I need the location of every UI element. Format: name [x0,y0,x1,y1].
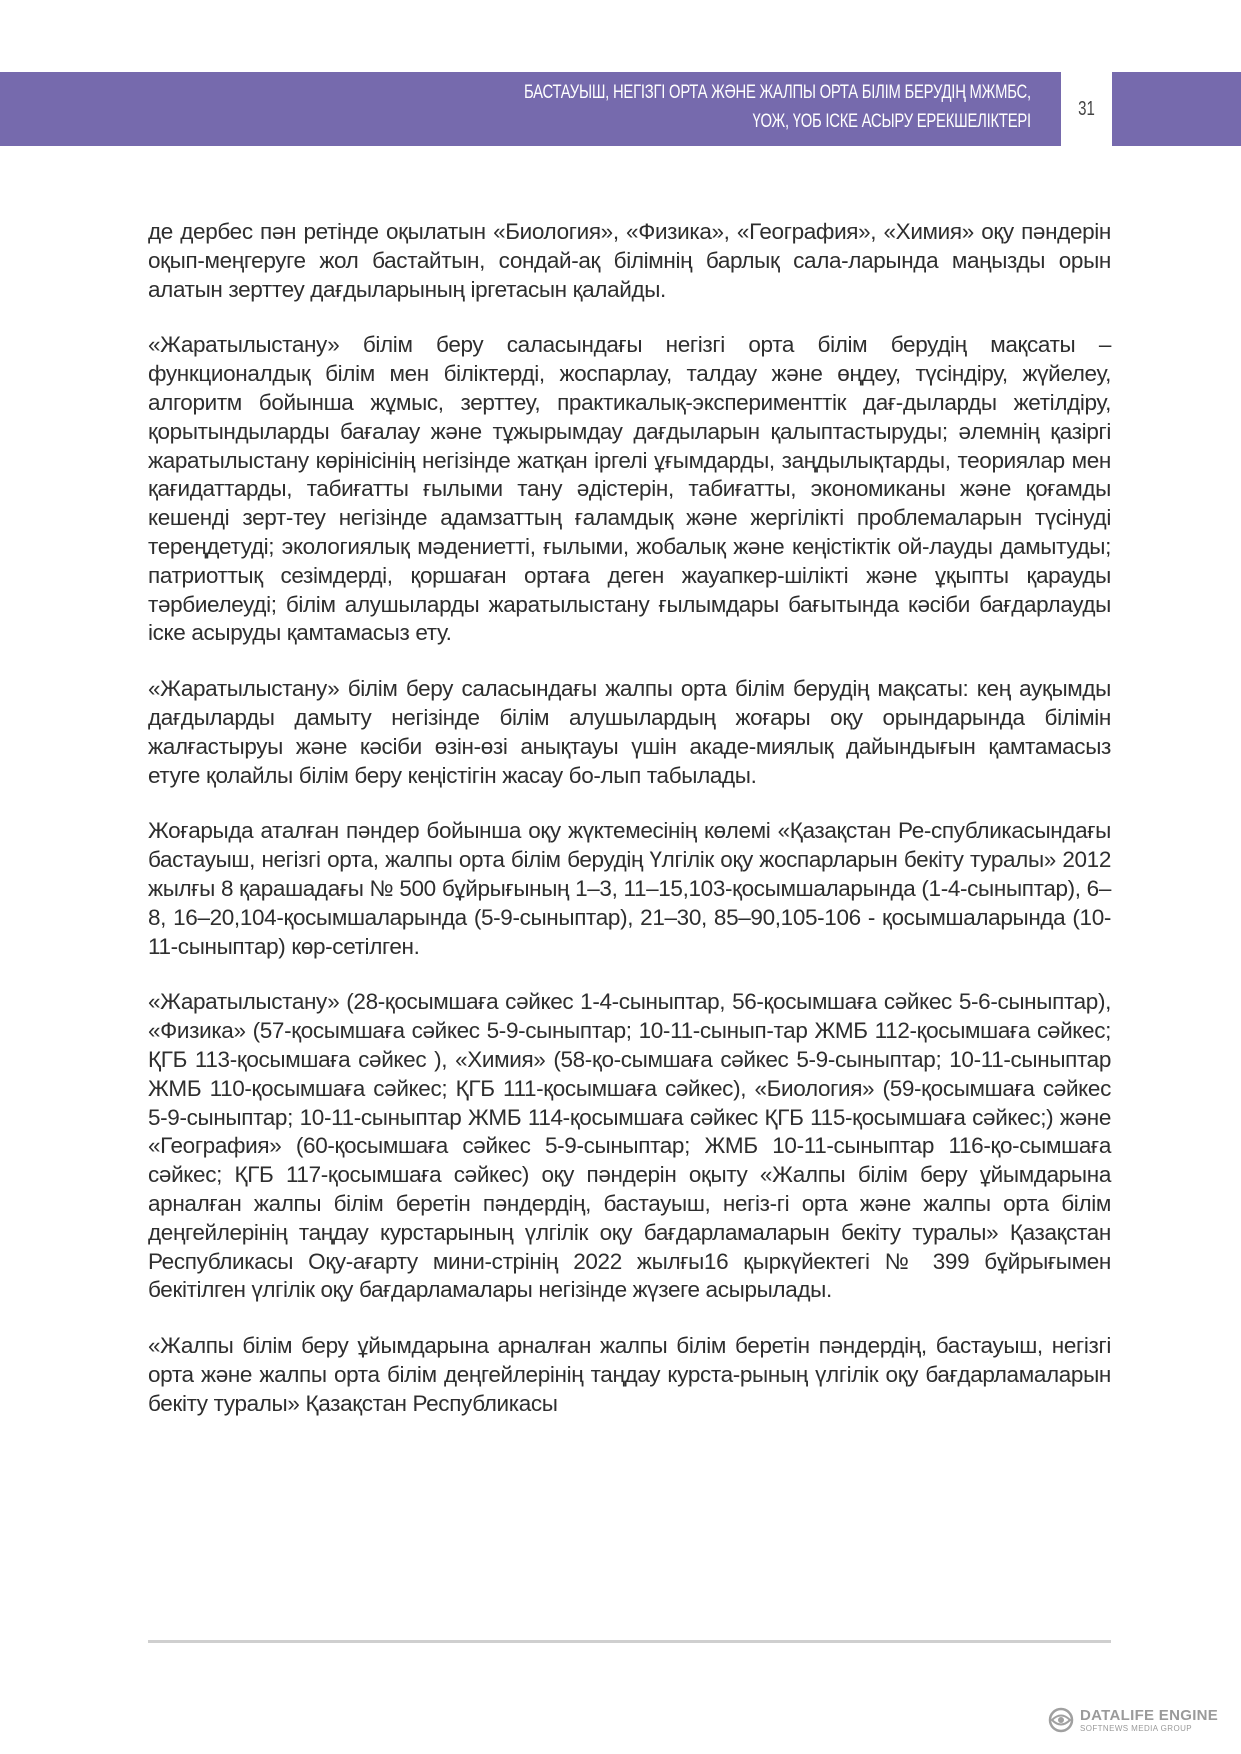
paragraph: «Жалпы білім беру ұйымдарына арналған жалпы білім беретін пәндердің, бастауыш, негізгі орта және жалпы орта білім деңгейлерінің таңдау курста-рының үлгілік оқу бағдарламаларын бекіту туралы» Қазақстан Республикасы [148,1333,1111,1416]
paragraph: «Жаратылыстану» (28-қосымшаға сәйкес 1-4-сыныптар, 56-қосымшаға сәйкес 5-6-сыныптар), «Физика» (57-қосымшаға сәйкес 5-9-сыныптар; 10-11-сынып-тар ЖМБ 112-қосымшаға сәйкес; ҚГБ 113-қосымшаға сәйкес ), «Химия» (58-қо-сымшаға сәйкес 5-9-сыныптар; 10-11-сыныптар ЖМБ 110-қосымшаға сәйкес; ҚГБ 111-қосымшаға сәйкес), «Биология» (59-қосымшаға сәйкес 5-9-сыныптар; 10-11-сыныптар ЖМБ 114-қосымшаға сәйкес ҚГБ 115-қосымшаға сәйкес;) және «География» (60-қосымшаға сәйкес 5-9-сыныптар; ЖМБ 10-11-сыныптар 116-қо-сымшаға сәйкес; ҚГБ 117-қосымшаға сәйкес) оқу пәндерін оқыту «Жалпы білім беру ұйымдарына арналған жалпы білім беретін пәндердің, бастауыш, негіз-гі орта және жалпы орта білім деңгейлерінің таңдау курстарының үлгілік оқу бағдарламаларын бекіту туралы» Қазақстан Республикасы Оқу-ағарту мини-стрінің 2022 жылғы16 қыркүйектегі № 399 бұйрығымен бекітілген үлгілік оқу бағдарламалары негізінде жүзеге асырылады. [148,989,1111,1303]
page-number: 31 [1078,97,1095,120]
watermark-subtitle: SOFTNEWS MEDIA GROUP [1080,1723,1193,1733]
watermark-title: DATALIFE ENGINE [1080,1706,1219,1724]
watermark [1048,1707,1218,1733]
running-header-title [524,78,1031,136]
paragraph: «Жаратылыстану» білім беру саласындағы жалпы орта білім берудің мақсаты: кең ауқымды дағдыларды дамыту негізінде білім алушылардың жоғары оқу орындарында білімін жалғастыруы және кәсіби өзін-өзі анықтауы үшін акаде-миялық дайындығын қамтамасыз етуге қолайлы білім беру кеңістігін жасау бо-лып табылады. [148,676,1111,788]
paragraph: де дербес пән ретінде оқылатын «Биология», «Физика», «География», «Химия» оқу пәндерін оқып-меңгеруге жол бастайтын, сондай-ақ білімнің барлық сала-ларында маңызды орын алатын зерттеу дағдыларының іргетасын қалайды. [148,219,1111,302]
paragraph: «Жаратылыстану» білім беру саласындағы негізгі орта білім берудің мақсаты – функционалдық білім мен біліктерді, жоспарлау, талдау және өңдеу, түсіндіру, жүйелеу, алгоритм бойынша жұмыс, зерттеу, практикалық-эксперименттік дағ-дыларды жетілдіру, қорытындыларды бағалау және тұжырымдау дағдыларын қалыптастыруды; әлемнің қазіргі жаратылыстану көрінісінің негізінде жатқан іргелі ұғымдарды, заңдылықтарды, теориялар мен қағидаттарды, табиғатты ғылыми тану әдістерін, табиғатты, экономиканы және қоғамды кешенді зерт-теу негізінде адамзаттың ғаламдық және жергілікті проблемаларын түсінуді тереңдетуді; экологиялық мәдениетті, ғылыми, жобалық және кеңістіктік ой-лауды дамытуды; патриоттық сезімдерді, қоршаған ортаға деген жауапкер-шілікті және ұқыпты қарауды тәрбиелеуді; білім алушыларды жаратылыстану ғылымдары бағытында кәсіби бағдарлауды іске асыруды қамтамасыз ету. [148,332,1111,646]
running-header-line-2: ҮОЖ, ҮОБ ІСКЕ АСЫРУ ЕРЕКШЕЛІКТЕРІ [752,111,1031,132]
header-bar [0,72,1061,146]
page-body [148,218,1111,1445]
footer-divider [148,1640,1111,1643]
paragraph: Жоғарыда аталған пәндер бойынша оқу жүктемесінің көлемі «Қазақстан Ре-спубликасындағы бастауыш, негізгі орта, жалпы орта білім берудің Үлгілік оқу жоспарларын бекіту туралы» 2012 жылғы 8 қарашадағы № 500 бұйрығының 1–3, 11–15,103-қосымшаларында (1-4-сыныптар), 6–8, 16–20,104-қосымшаларында (5-9-сыныптар), 21–30, 85–90,105-106 - қосымшаларында (10-11-сыныптар) көр-сетілген. [148,818,1111,959]
header-accent-block [1112,72,1241,146]
running-header-line-1: БАСТАУЫШ, НЕГІЗГІ ОРТА ЖӘНЕ ЖАЛПЫ ОРТА БІЛІМ БЕРУДІҢ МЖМБС, [524,82,1031,103]
eye-logo-icon [1048,1707,1074,1733]
